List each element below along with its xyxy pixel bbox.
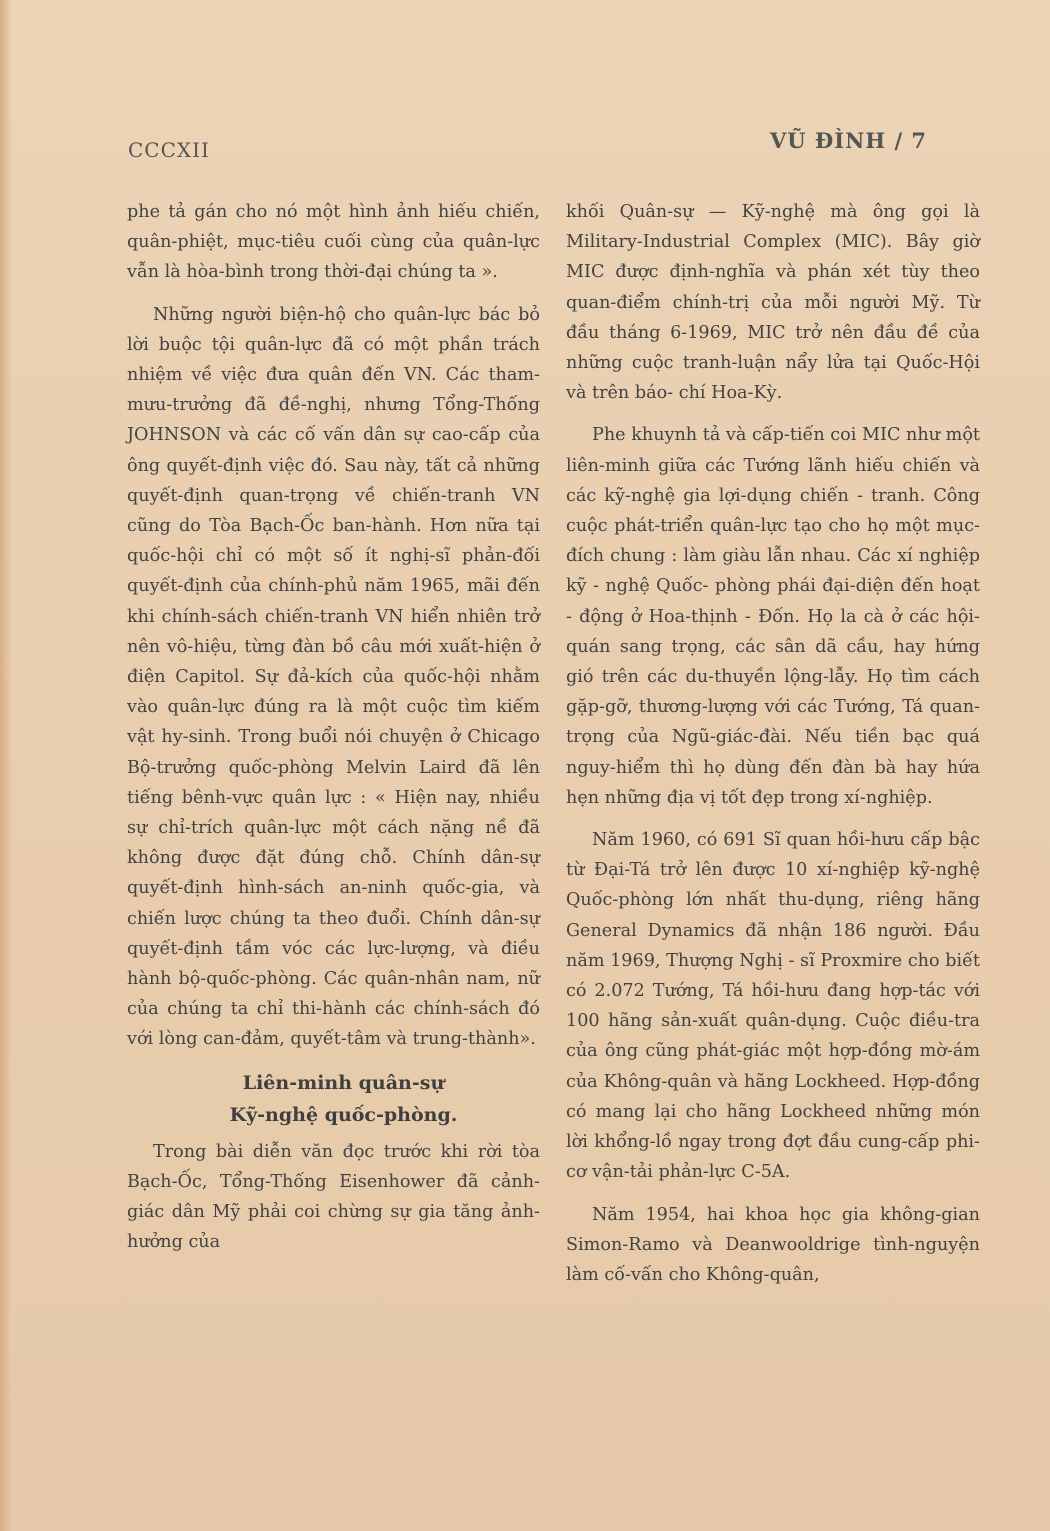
section-title-line: Kỹ-nghệ quốc-phòng. <box>229 1103 458 1126</box>
section-title <box>127 1067 540 1131</box>
section-title-line: Liên-minh quân-sự <box>242 1071 445 1094</box>
page-edge <box>0 0 12 1531</box>
running-title: VŨ ĐÌNH / 7 <box>770 128 928 153</box>
paragraph: Trong bài diễn văn đọc trước khi rời tòa Bạch-Ốc, Tổng-Thống Eisenhower đã cảnh-giác dân Mỹ phải coi chừng sự gia tăng ảnh-hưởng của <box>127 1141 540 1253</box>
paragraph: Năm 1954, hai khoa học gia không-gian Simon-Ramo và Deanwooldrige tình-nguyện làm cố-vấn cho Không-quân, <box>566 1204 980 1285</box>
paragraph: phe tả gán cho nó một hình ảnh hiếu chiến, quân-phiệt, mục-tiêu cuối cùng của quân-lực vẫn là hòa-bình trong thời-đại chúng ta ». <box>127 202 540 283</box>
paragraph: Năm 1960, có 691 Sĩ quan hồi-hưu cấp bậc từ Đại-Tá trở lên được 10 xí-nghiệp kỹ-nghệ Quốc-phòng lớn nhất thu-dụng, riêng hãng General Dynamics đã nhận 186 người. Đầu năm 1969, Thượng Nghị - sĩ Proxmire cho biết có 2.072 Tướng, Tá hồi-hưu đang hợp-tác với 100 hãng sản-xuất quân-dụng. Cuộc điều-tra của ông cũng phát-giác một hợp-đồng mờ-ám của Không-quân và hãng Lockheed. Hợp-đồng có mang lại cho hãng Lockheed những món lời khổng-lồ ngay trong đợt đầu cung-cấp phi-cơ vận-tải phản-lực C-5A. <box>566 830 980 1183</box>
left-column <box>127 197 540 1270</box>
paragraph: Những người biện-hộ cho quân-lực bác bỏ lời buộc tội quân-lực đã có một phần trách nhiệm về việc đưa quân đến VN. Các tham-mưu-trưởng đã đề-nghị, nhưng Tổng-Thống JOHNSON và các cố vấn dân sự cao-cấp của ông quyết-định việc đó. Sau này, tất cả những quyết-định quan-trọng về chiến-tranh VN cũng do Tòa Bạch-Ốc ban-hành. Hơn nữa tại quốc-hội chỉ có một số ít nghị-sĩ phản-đối quyết-định của chính-phủ năm 1965, mãi đến khi chính-sách chiến-tranh VN hiển nhiên trở nên vô-hiệu, từng đàn bồ câu mới xuất-hiện ở điện Capitol. Sự đả-kích của quốc-hội nhằm vào quân-lực đúng ra là một cuộc tìm kiếm vật hy-sinh. Trong buổi nói chuyện ở Chicago Bộ-trưởng quốc-phòng Melvin Laird đã lên tiếng bênh-vực quân lực : « Hiện nay, nhiều sự chỉ-trích quân-lực một cách nặng nề đã không được đặt đúng chỗ. Chính dân-sự quyết-định hình-sách an-ninh quốc-gia, và chiến lược chúng ta theo đuổi. Chính dân-sự quyết-định tầm vóc các lực-lượng, và điều hành bộ-quốc-phòng. Các quân-nhân nam, nữ của chúng ta chỉ thi-hành các chính-sách đó với lòng can-đảm, quyết-tâm và trung-thành». <box>127 304 540 1050</box>
right-column <box>566 197 980 1302</box>
paragraph: Phe khuynh tả và cấp-tiến coi MIC như một liên-minh giữa các Tướng lãnh hiếu chiến và các kỹ-nghệ gia lợi-dụng chiến - tranh. Công cuộc phát-triển quân-lực tạo cho họ một mục-đích chung : làm giàu lẫn nhau. Các xí nghiệp kỹ - nghệ Quốc- phòng phái đại-diện đến hoạt - động ở Hoa-thịnh - Đốn. Họ la cà ở các hội-quán sang trọng, các sân dã cầu, hay hứng gió trên các du-thuyền lộng-lẫy. Họ tìm cách gặp-gỡ, thương-lượng với các Tướng, Tá quan-trọng của Ngũ-giác-đài. Nếu tiền bạc quá nguy-hiểm thì họ dùng đến đàn bà hay hứa hẹn những địa vị tốt đẹp trong xí-nghiệp. <box>566 425 980 808</box>
page-number: CCCXII <box>128 138 210 162</box>
paragraph: khối Quân-sự — Kỹ-nghệ mà ông gọi là Military-Industrial Complex (MIC). Bây giờ MIC được định-nghĩa và phán xét tùy theo quan-điểm chính-trị của mỗi người Mỹ. Từ đầu tháng 6-1969, MIC trở nên đầu đề của những cuộc tranh-luận nẩy lửa tại Quốc-Hội và trên báo- chí Hoa-Kỳ. <box>566 202 980 404</box>
